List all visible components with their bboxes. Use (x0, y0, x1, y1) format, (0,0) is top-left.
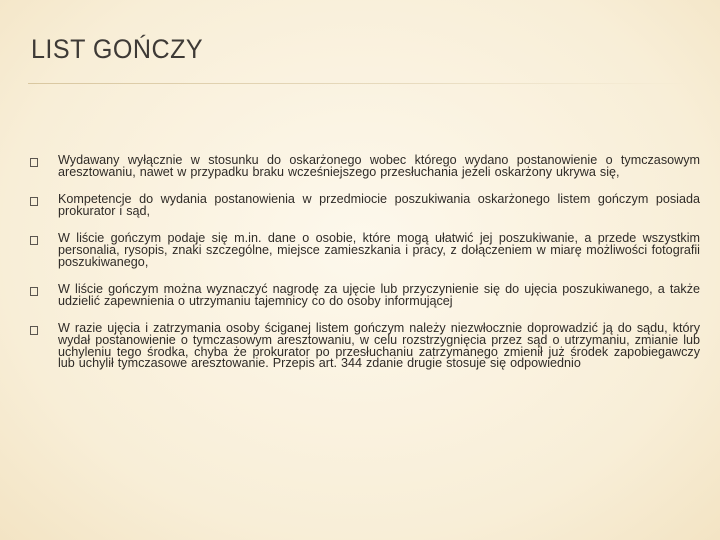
square-outline-icon (30, 158, 38, 167)
list-item-text: W liście gończym można wyznaczyć nagrodę za ujęcie lub przyczynienie się do ujęcia poszukiwanego, a także udzielić zapewnienia o utrzymaniu tajemnicy co do osoby informującej (58, 282, 700, 308)
bullet-list (28, 155, 700, 386)
list-item-text: W razie ujęcia i zatrzymania osoby ściganej listem gończym należy niezwłocznie doprowadzić ją do sądu, który wydał postanowienie o tymczasowym aresztowaniu, w celu rozstrzygnięcia przez sąd o utrzymaniu, zmianie lub uchyleniu tego środka, chyba że prokurator po przesłuchaniu zatrzymanego zmienił już środek zapobiegawczy lub uchylił tymczasowe aresztowanie. Przepis art. 344 zdanie drugie stosuje się odpowiednio (58, 321, 700, 371)
list-item (28, 155, 700, 178)
list-item (28, 233, 700, 268)
title-divider (28, 83, 692, 84)
square-outline-icon (30, 197, 38, 206)
square-outline-icon (30, 236, 38, 245)
list-item-text: Kompetencje do wydania postanowienia w przedmiocie poszukiwania oskarżonego listem gończym posiada prokurator i sąd, (58, 192, 700, 218)
list-item (28, 323, 700, 369)
slide-title: LIST GOŃCZY (31, 34, 204, 64)
list-item (28, 284, 700, 307)
list-item (28, 194, 700, 217)
square-outline-icon (30, 287, 38, 296)
list-item-text: Wydawany wyłącznie w stosunku do oskarżonego wobec którego wydano postanowienie o tymczasowym aresztowaniu, nawet w przypadku braku wcześniejszego przesłuchania jeżeli oskarżony ukrywa się, (58, 153, 700, 179)
square-outline-icon (30, 326, 38, 335)
list-item-text: W liście gończym podaje się m.in. dane o osobie, które mogą ułatwić jej poszukiwanie, a przede wszystkim personalia, rysopis, znaki szczególne, miejsce zamieszkania i pracy, z dołączeniem w miarę możliwości fotografii poszukiwanego, (58, 231, 700, 269)
